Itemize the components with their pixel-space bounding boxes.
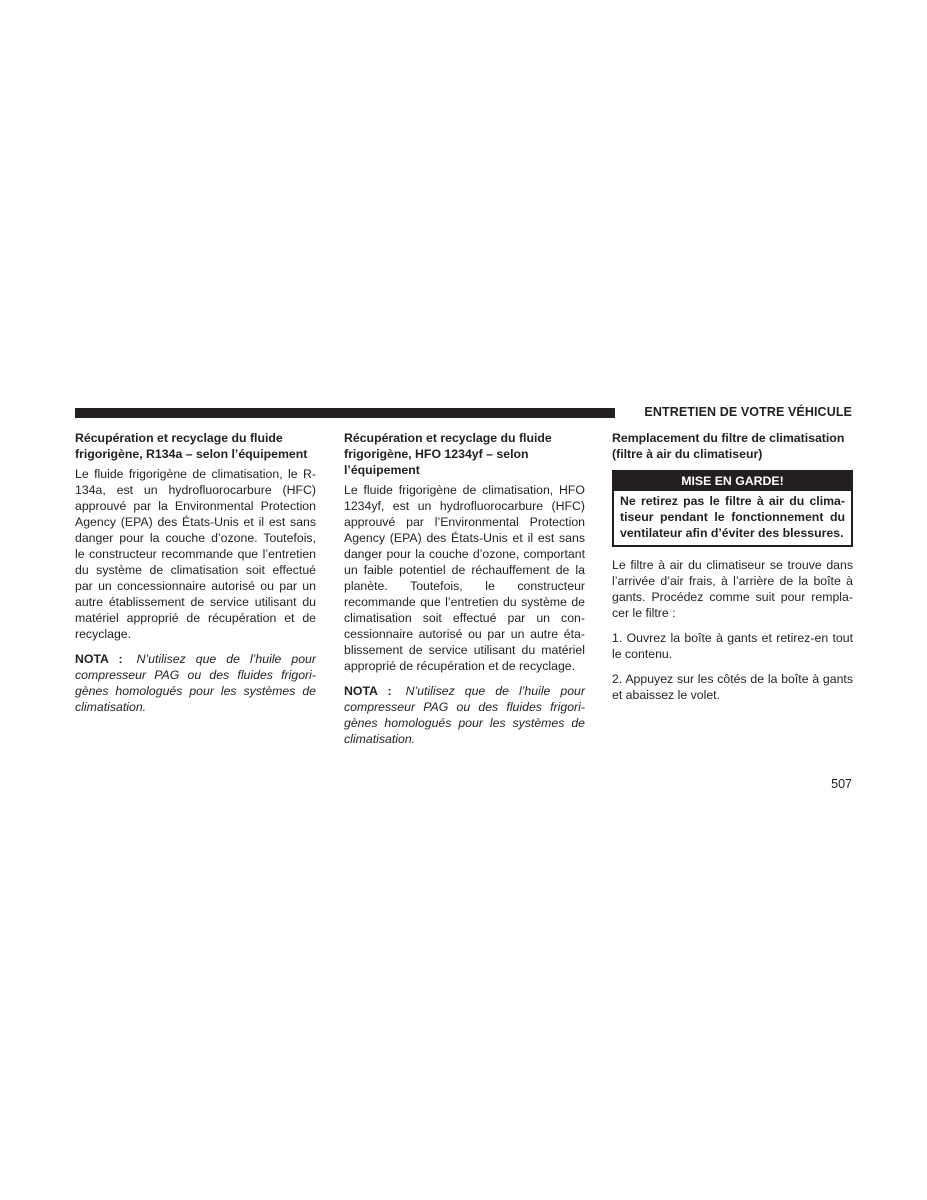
note-r134a <box>75 651 316 715</box>
paragraph-hfo1234yf-body: Le fluide frigorigène de climatisation, HFO 1234yf, est un hydrofluorocarbure (HFC) approuvé par l’Environmental Protection Agency (EPA) des États-Unis et il est sans danger pour la couche d’ozone, comportant un faible potentiel de réchauffement de la planète. Toutefois, le constructeur recommande que l’entretien du système de climatisation soit effectué par un concessionnaire autorisé ou par un autre établissement de service utilisant du matériel approprié de récupération et de recyclage. <box>344 483 585 673</box>
column-cabin-filter <box>612 430 853 712</box>
page-number: 507 <box>831 777 852 791</box>
heading-hfo1234yf-recovery: Récupération et recyclage du fluide frigorigène, HFO 1234yf – selon l’équipement <box>344 431 552 477</box>
warning-box <box>612 470 853 547</box>
step-2: 2. Appuyez sur les côtés de la boîte à gants et abaissez le volet. <box>612 672 853 702</box>
step-1: 1. Ouvrez la boîte à gants et retirez-en tout le contenu. <box>612 631 853 661</box>
note-label: NOTA : <box>75 652 123 666</box>
column-hfo1234yf <box>344 430 585 747</box>
paragraph-r134a-body: Le fluide frigorigène de climatisation, le R-134a, est un hydrofluorocarbure (HFC) approuvé par la Environmental Protection Agency (EPA) des États-Unis et il est sans danger pour la couche d’ozone. Toutefois, le constructeur recommande que l’entretien du système de climatisation soit effectué par un concessionnaire autorisé ou par un autre établissement de service utilisant du matériel approprié de récupération et de recyclage. <box>75 467 316 641</box>
note-text: N’utilisez que de l’huile pour compresseur PAG ou des fluides frigorigènes homologués pour les systèmes de climatisation. <box>344 684 585 746</box>
section-title: ENTRETIEN DE VOTRE VÉHICULE <box>644 405 852 419</box>
heading-cabin-filter-replacement: Remplacement du filtre de climatisation (filtre à air du climatiseur) <box>612 431 845 461</box>
column-r134a <box>75 430 316 715</box>
note-text: N’utilisez que de l’huile pour compresseur PAG ou des fluides frigorigènes homologués pour les systèmes de climatisation. <box>75 652 316 714</box>
note-label: NOTA : <box>344 684 392 698</box>
paragraph-cabin-filter-body: Le filtre à air du climatiseur se trouve dans l’arrivée d’air frais, à l’arrière de la boîte à gants. Procédez comme suit pour remplacer le filtre : <box>612 558 853 620</box>
section-header-bar <box>75 408 615 418</box>
warning-title: MISE EN GARDE! <box>614 472 851 491</box>
warning-text: Ne retirez pas le filtre à air du climatiseur pendant le fonctionnement du ventilateur afin d’éviter des blessures. <box>620 494 845 540</box>
heading-r134a-recovery: Récupération et recyclage du fluide frigorigène, R134a – selon l’équipement <box>75 431 308 461</box>
note-hfo1234yf <box>344 683 585 747</box>
